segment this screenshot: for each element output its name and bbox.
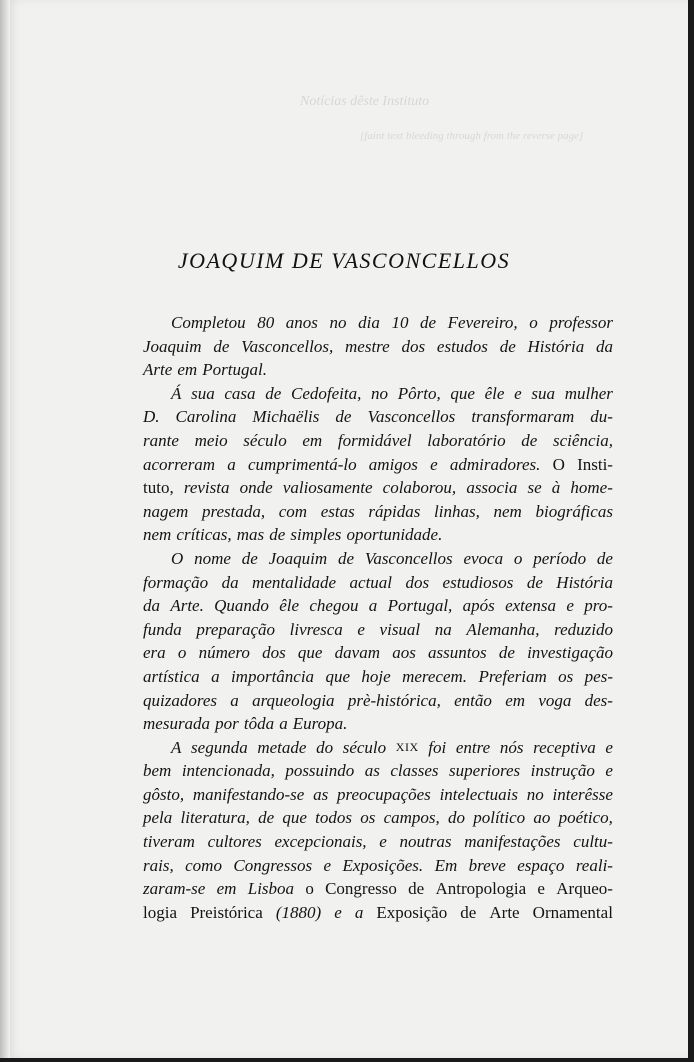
text-line <box>143 500 613 524</box>
word: era <box>143 643 166 663</box>
word: rais, <box>143 855 174 875</box>
word: após <box>462 596 495 616</box>
word: gôsto, <box>143 784 185 804</box>
word: artística <box>143 666 200 686</box>
word: dos <box>401 336 426 356</box>
word: (1880) <box>275 902 322 922</box>
word: no <box>329 313 347 332</box>
word: classes <box>390 761 439 781</box>
word: então <box>454 690 492 710</box>
word: O <box>171 548 184 568</box>
word: poético, <box>558 808 613 828</box>
word: o <box>177 643 187 663</box>
word: revista <box>183 478 230 498</box>
word: biográficas <box>535 501 613 521</box>
word: tuto, <box>143 478 174 498</box>
word: manifestações <box>464 832 561 852</box>
word: como <box>185 855 222 875</box>
word: livresca <box>289 619 343 639</box>
word: de <box>526 572 543 592</box>
word: estas <box>320 501 355 521</box>
text-line <box>143 476 613 500</box>
word: nome <box>194 548 231 568</box>
word: Ornamental <box>532 902 613 922</box>
word: simples <box>290 525 342 545</box>
word: e <box>566 596 574 616</box>
word: oportunidade. <box>346 525 443 545</box>
text-line <box>143 311 613 335</box>
word: ao <box>533 808 551 828</box>
word: sua <box>531 383 555 403</box>
text-line <box>143 783 613 807</box>
word: noutras <box>399 832 452 852</box>
word: voga <box>538 690 572 710</box>
word: História <box>556 572 613 592</box>
word: bem <box>143 761 172 781</box>
word: instrução <box>530 761 595 781</box>
article-title: JOAQUIM DE VASCONCELLOS <box>177 248 511 273</box>
word: arqueologia <box>252 690 335 710</box>
word: des- <box>584 690 613 710</box>
word: Em <box>434 855 458 875</box>
word: D. <box>143 407 160 427</box>
word: Preistórica <box>190 902 263 922</box>
word: quizadores <box>143 690 217 710</box>
page-edge-shadow <box>0 0 10 1058</box>
word: a <box>368 596 378 616</box>
word: do <box>316 737 334 757</box>
word: de <box>498 643 515 663</box>
text-line <box>143 712 613 736</box>
word: as <box>313 784 329 804</box>
word: Fevereiro, <box>447 313 518 332</box>
word: rante <box>143 430 179 450</box>
word: Arqueo- <box>556 879 613 899</box>
word: e <box>514 383 522 403</box>
word: preocupações <box>337 784 431 804</box>
word: formidável <box>337 430 412 450</box>
word: de <box>265 383 282 403</box>
word: mestre <box>345 336 390 356</box>
word: logia <box>143 902 177 922</box>
word: linhas, <box>434 501 480 521</box>
text-line <box>143 830 613 854</box>
word: A <box>171 737 182 757</box>
word: metade <box>257 737 307 757</box>
word: e <box>537 879 545 899</box>
word: que <box>282 808 307 828</box>
word: possuindo <box>285 761 355 781</box>
word: de <box>213 336 230 356</box>
word: de <box>337 548 354 568</box>
word: do <box>448 808 465 828</box>
text-line <box>143 877 613 901</box>
word: nagem <box>143 501 189 521</box>
word: Exposição <box>376 902 448 922</box>
word: manifestando-se <box>192 784 305 804</box>
word: Á <box>171 383 182 403</box>
word: amigos <box>368 454 418 474</box>
text-line <box>143 523 613 547</box>
word: da <box>143 596 160 616</box>
word: sciência, <box>553 430 613 450</box>
word: os <box>360 808 376 828</box>
word: investigação <box>527 643 613 663</box>
word: casa <box>224 383 256 403</box>
word: colaborou, <box>382 478 457 498</box>
word: evoca <box>463 548 504 568</box>
word: em <box>216 879 237 899</box>
word: segunda <box>191 737 248 757</box>
word: a <box>279 714 288 734</box>
text-line <box>143 854 613 878</box>
word: laboratório <box>427 430 506 450</box>
bleed-through-header: Notícias dêste Instituto <box>300 94 430 109</box>
text-line <box>143 335 613 359</box>
word: entre <box>455 737 491 757</box>
word: Pôrto, <box>397 383 441 403</box>
text-line <box>143 405 613 429</box>
text-line <box>143 759 613 783</box>
word: pela <box>143 808 173 828</box>
text-line <box>143 453 613 477</box>
word: breve <box>468 855 506 875</box>
word: estudiosos <box>442 572 514 592</box>
word: êle <box>484 383 505 403</box>
word: o <box>529 313 538 332</box>
word: davam <box>334 643 380 663</box>
word: reduzido <box>554 619 613 639</box>
word: mentalidade <box>252 572 337 592</box>
text-line <box>143 594 613 618</box>
text-line <box>143 358 613 382</box>
text-line <box>143 547 613 571</box>
word: actual <box>349 572 393 592</box>
word: de <box>258 808 275 828</box>
word: a <box>230 690 239 710</box>
word: e <box>605 761 613 781</box>
word: XIX <box>395 739 419 754</box>
word: número <box>198 643 250 663</box>
word: interêsse <box>552 784 613 804</box>
article-body <box>143 311 613 924</box>
word: rápidas <box>368 501 421 521</box>
word: importância <box>230 666 315 686</box>
word: século <box>342 737 387 757</box>
word: as <box>364 761 380 781</box>
word: tôda <box>243 714 275 734</box>
word: admiradores. <box>449 454 541 474</box>
word: prestada, <box>201 501 266 521</box>
word: extensa <box>505 596 557 616</box>
word: a <box>227 454 236 474</box>
word: nem <box>143 525 172 545</box>
word: que <box>450 383 475 403</box>
word: transformaram <box>471 407 575 427</box>
word: período <box>533 548 587 568</box>
word: Quando <box>214 596 269 616</box>
word: de <box>420 313 437 332</box>
word: Carolina <box>175 407 237 427</box>
word: e <box>605 737 613 757</box>
word: Vasconcellos, <box>241 336 334 356</box>
word: êle <box>279 596 300 616</box>
word: Exposições. <box>342 855 424 875</box>
word: 10 <box>391 313 409 332</box>
word: Preferiam <box>478 666 547 686</box>
word: de <box>460 902 477 922</box>
word: século <box>243 430 287 450</box>
word: campos, <box>383 808 440 828</box>
word: por <box>215 714 239 734</box>
word: de <box>499 336 516 356</box>
text-line <box>143 641 613 665</box>
word: visual <box>379 619 421 639</box>
word: acorreram <box>143 454 216 474</box>
word: o <box>513 548 523 568</box>
word: excepcionais, <box>274 832 367 852</box>
word: Completou <box>171 313 246 332</box>
word: cultu- <box>573 832 613 852</box>
word: a <box>211 666 220 686</box>
word: Vasconcellos <box>367 407 456 427</box>
word: se <box>527 478 542 498</box>
word: home- <box>570 478 613 498</box>
word: que <box>325 666 350 686</box>
text-line <box>143 382 613 406</box>
word: superiores <box>449 761 521 781</box>
word: o <box>305 879 314 899</box>
word: zaram-se <box>143 879 206 899</box>
word: Congresso <box>325 879 397 899</box>
text-line <box>143 429 613 453</box>
word: nós <box>499 737 524 757</box>
word: cumprimentá-lo <box>248 454 357 474</box>
word: Cedofeita, <box>290 383 362 403</box>
word: pes- <box>584 666 613 686</box>
word: aos <box>392 643 416 663</box>
word: receptiva <box>533 737 596 757</box>
word: e <box>323 855 332 875</box>
word: em <box>302 430 323 450</box>
word: críticas, <box>176 525 232 545</box>
word: de <box>241 548 258 568</box>
word: sua <box>191 383 215 403</box>
word: Michaëlis <box>252 407 320 427</box>
word: da <box>221 572 239 592</box>
word: mesurada <box>143 714 211 734</box>
word: foi <box>428 737 447 757</box>
word: funda <box>143 619 182 639</box>
word: Portugal. <box>202 360 267 380</box>
word: de <box>596 548 613 568</box>
word: Vasconcellos <box>364 548 453 568</box>
word: preparação <box>196 619 276 639</box>
word: chegou <box>309 596 359 616</box>
word: de <box>521 430 538 450</box>
word: dos <box>262 643 286 663</box>
text-line <box>143 689 613 713</box>
text-line <box>143 618 613 642</box>
word: dos <box>405 572 430 592</box>
word: dia <box>358 313 380 332</box>
text-line <box>143 736 613 760</box>
word: pro- <box>584 596 613 616</box>
word: Arte <box>143 360 173 380</box>
word: Congressos <box>233 855 313 875</box>
word: político <box>473 808 526 828</box>
word: em <box>505 690 526 710</box>
word: no <box>526 784 544 804</box>
word: estudos <box>436 336 488 356</box>
word: assuntos <box>428 643 487 663</box>
word: em <box>177 360 198 380</box>
word: intencionada, <box>181 761 275 781</box>
word: e <box>357 619 365 639</box>
word: com <box>278 501 308 521</box>
word: de <box>408 879 425 899</box>
bleed-through-text: [faint text bleeding through from the reverse page] <box>360 130 584 142</box>
word: hoje <box>361 666 391 686</box>
word: no <box>371 383 389 403</box>
word: onde <box>239 478 273 498</box>
word: meio <box>194 430 228 450</box>
word: mas <box>236 525 265 545</box>
word: História <box>527 336 585 356</box>
word: prè-histórica, <box>347 690 441 710</box>
word: e <box>334 902 342 922</box>
word: os <box>558 666 574 686</box>
word: mulher <box>564 383 613 403</box>
word: da <box>595 336 613 356</box>
text-line <box>143 571 613 595</box>
word: merecem. <box>402 666 468 686</box>
word: O <box>552 454 565 474</box>
word: nem <box>493 501 522 521</box>
word: que <box>297 643 323 663</box>
word: espaço <box>517 855 565 875</box>
word: a <box>354 902 364 922</box>
word: de <box>269 525 286 545</box>
word: Arte. <box>170 596 204 616</box>
word: na <box>434 619 452 639</box>
text-line <box>143 806 613 830</box>
word: de <box>335 407 352 427</box>
word: Antropologia <box>435 879 527 899</box>
word: anos <box>285 313 318 332</box>
word: associa <box>466 478 518 498</box>
word: Alemanha, <box>466 619 540 639</box>
word: Europa. <box>292 714 348 734</box>
word: reali- <box>575 855 613 875</box>
word: todos <box>315 808 353 828</box>
word: professor <box>549 313 613 332</box>
word: du- <box>590 407 613 427</box>
word: formação <box>143 572 209 592</box>
word: literatura, <box>180 808 250 828</box>
word: Insti- <box>577 454 613 474</box>
word: Joaquim <box>268 548 328 568</box>
text-line <box>143 901 613 925</box>
word: valiosamente <box>282 478 373 498</box>
word: e <box>379 832 387 852</box>
word: e <box>430 454 438 474</box>
word: Arte <box>489 902 520 922</box>
word: Lisboa <box>247 879 295 899</box>
word: intelectuais <box>439 784 518 804</box>
word: Portugal, <box>387 596 453 616</box>
word: Joaquim <box>143 336 202 356</box>
word: cultores <box>207 832 262 852</box>
word: 80 <box>257 313 275 332</box>
word: tiveram <box>143 832 195 852</box>
text-line <box>143 665 613 689</box>
word: à <box>551 478 561 498</box>
